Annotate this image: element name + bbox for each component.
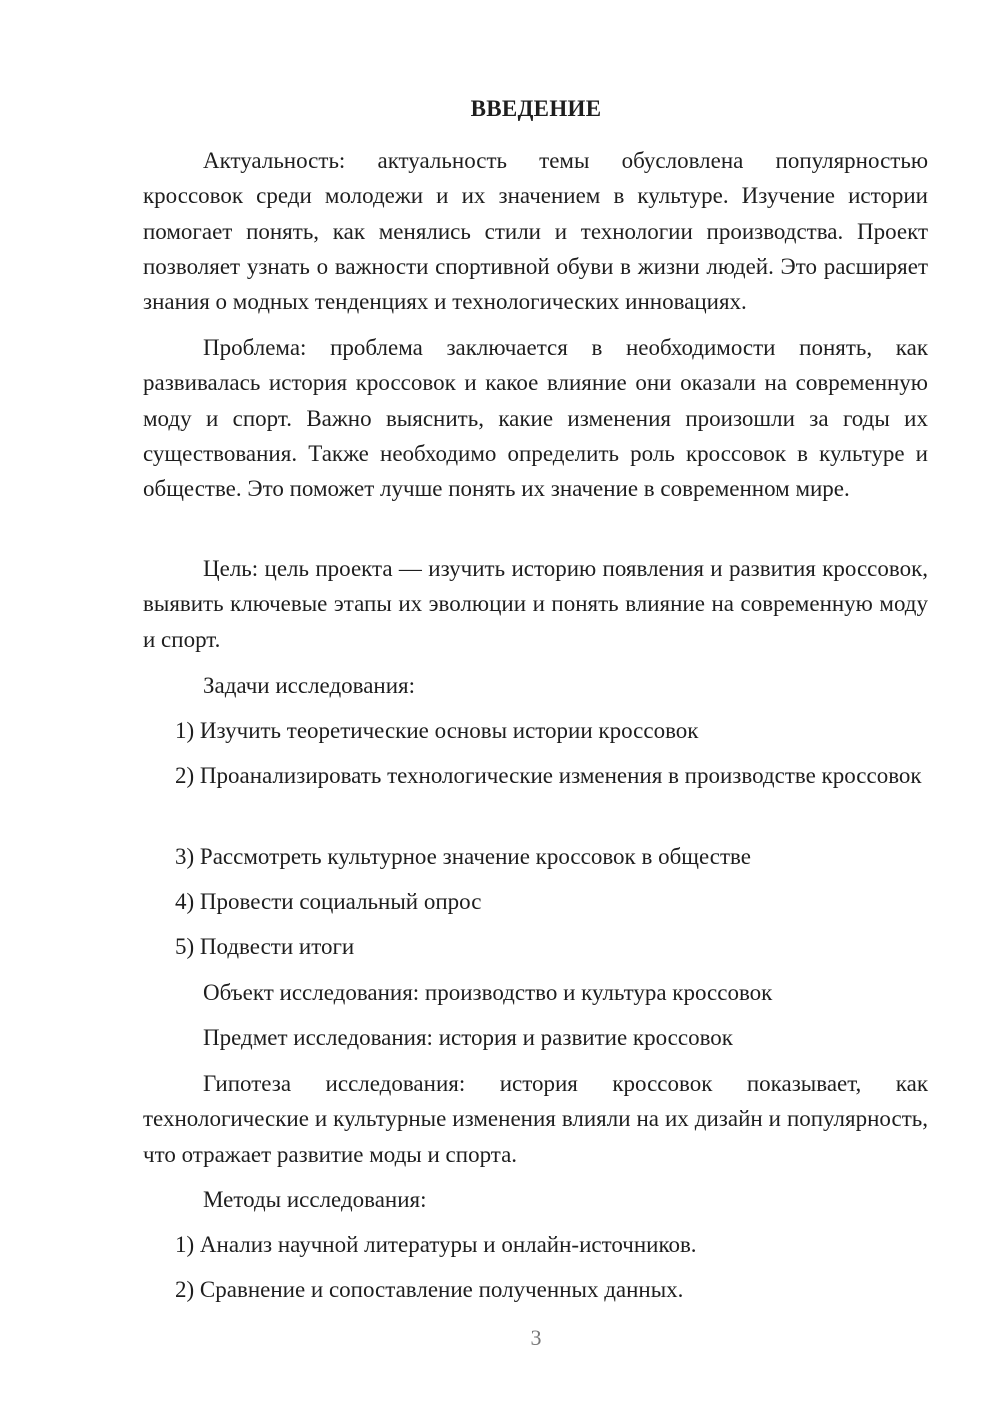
task-item-4: 4) Провести социальный опрос — [175, 889, 482, 914]
goal-paragraph: Цель: цель проекта — изучить историю появления и развития кроссовок, выявить ключевые этапы их эволюции и понять влияние на современную моду и спорт. — [143, 556, 928, 652]
subject-line: Предмет исследования: история и развитие кроссовок — [203, 1025, 733, 1050]
task-item-5: 5) Подвести итоги — [175, 934, 355, 959]
hypothesis-paragraph: Гипотеза исследования: история кроссовок показывает, как технологические и культурные изменения влияли на их дизайн и популярность, что отражает развитие моды и спорта. — [143, 1071, 928, 1167]
tasks-title: Задачи исследования: — [203, 673, 416, 698]
task-item-1: 1) Изучить теоретические основы истории кроссовок — [175, 718, 699, 743]
method-item-1: 1) Анализ научной литературы и онлайн-источников. — [175, 1232, 697, 1257]
methods-title: Методы исследования: — [203, 1187, 427, 1212]
method-item-2: 2) Сравнение и сопоставление полученных данных. — [175, 1277, 684, 1302]
task-item-2: 2) Проанализировать технологические изменения в производстве кроссовок — [175, 763, 922, 788]
problem-paragraph: Проблема: проблема заключается в необходимости понять, как развивалась история кроссовок и какое влияние они оказали на современную моду и спорт. Важно выяснить, какие изменения произошли за годы их существования. Также необходимо определить роль кроссовок в культуре и обществе. Это поможет лучше понять их значение в современном мире. — [143, 335, 928, 502]
page-number: 3 — [530, 1325, 542, 1350]
task-item-3: 3) Рассмотреть культурное значение кроссовок в обществе — [175, 844, 751, 869]
page-title: ВВЕДЕНИЕ — [470, 96, 602, 121]
relevance-paragraph: Актуальность: актуальность темы обусловлена популярностью кроссовок среди молодежи и их значением в культуре. Изучение истории помогает понять, как менялись стили и технологии производства. Проект позволяет узнать о важности спортивной обуви в жизни людей. Это расширяет знания о модных тенденциях и технологических инновациях. — [143, 148, 928, 315]
object-line: Объект исследования: производство и культура кроссовок — [203, 980, 773, 1005]
